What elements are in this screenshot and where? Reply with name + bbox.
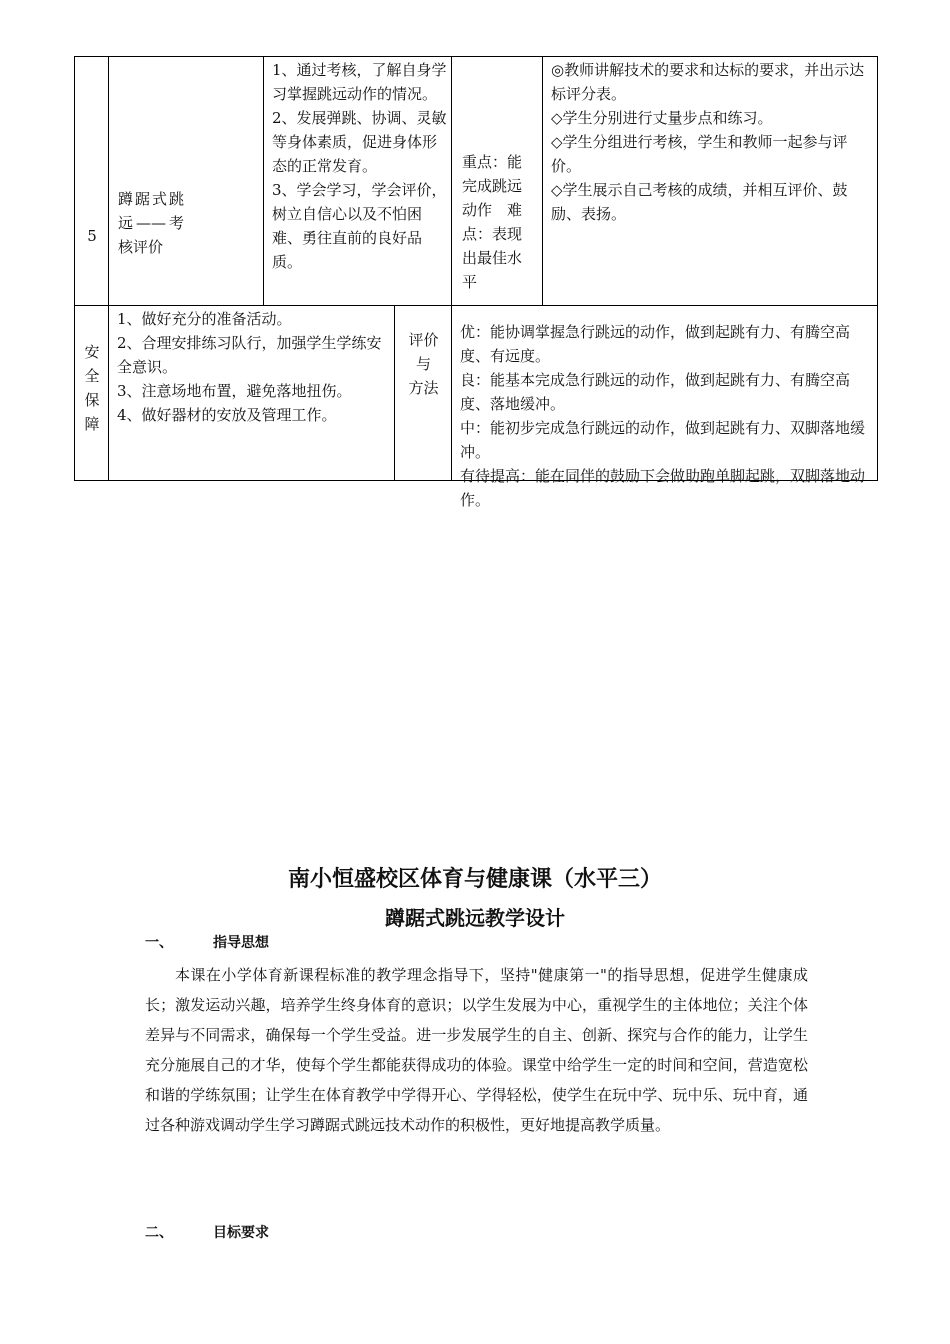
lesson-number: 5 — [87, 227, 97, 245]
section-heading-2 — [145, 1222, 269, 1242]
activity-item: ◎教师讲解技术的要求和达标的要求，并出示达标评分表。 — [551, 61, 865, 103]
safety-list — [117, 307, 393, 427]
safety-list-cell — [109, 306, 395, 480]
section-heading-1 — [145, 932, 269, 952]
lesson-goals-cell — [264, 57, 452, 305]
activity-item: ◇学生分别进行丈量步点和练习。 — [551, 109, 773, 127]
safety-item: 3、注意场地布置，避免落地扭伤。 — [117, 382, 352, 400]
section-title: 目标要求 — [213, 1225, 269, 1241]
safety-item: 4、做好器材的安放及管理工作。 — [117, 406, 337, 424]
activities — [551, 58, 871, 226]
safety-item: 1、做好充分的准备活动。 — [117, 310, 292, 328]
safety-label-char: 障 — [84, 415, 100, 433]
lesson-title: 蹲踞式跳远——考核评价 — [118, 190, 184, 256]
evaluation-label-part: 评价 — [408, 331, 439, 349]
evaluation-label — [395, 328, 452, 400]
section-number: 一、 — [145, 935, 173, 951]
evaluation-criteria — [460, 320, 875, 512]
safety-item: 2、合理安排练习队行，加强学生学练安全意识。 — [117, 334, 382, 376]
safety-label-char: 全 — [84, 367, 100, 385]
key-points: 重点：能完成跳远动作 难点：表现出最佳水平 — [462, 153, 523, 291]
evaluation-item: 良：能基本完成急行跳远的动作，做到起跳有力、有腾空高度、落地缓冲。 — [460, 371, 851, 413]
key-points-cell — [452, 57, 543, 305]
evaluation-label-part: 方法 — [408, 379, 439, 397]
safety-label-cell — [75, 306, 109, 480]
section-number: 二、 — [145, 1225, 173, 1241]
safety-label-char: 保 — [84, 391, 100, 409]
evaluation-label-cell — [395, 306, 452, 480]
lesson-title-cell — [109, 57, 264, 305]
section-title: 指导思想 — [213, 935, 269, 951]
evaluation-item: 有待提高：能在同伴的鼓励下会做助跑单脚起跳，双脚落地动作。 — [460, 467, 866, 509]
document-title: 南小恒盛校区体育与健康课（水平三） — [287, 867, 662, 892]
activity-item: ◇学生分组进行考核，学生和教师一起参与评价。 — [551, 133, 848, 175]
section-1-paragraph: 本课在小学体育新课程标准的教学理念指导下，坚持"健康第一"的指导思想，促进学生健康成长；激发运动兴趣，培养学生终身体育的意识；以学生发展为中心，重视学生的主体地位；关注个体差异与不同需求，确保每一个学生受益。进一步发展学生的自主、创新、探究与合作的能力，让学生充分施展自己的才华，使每个学生都能获得成功的体验。课堂中给学生一定的时间和空间，营造宽松和谐的学练氛围；让学生在体育教学中学得开心、学得轻松，使学生在玩中学、玩中乐、玩中育，通过各种游戏调动学生学习蹲踞式跳远技术动作的积极性，更好地提高教学质量。 — [145, 966, 808, 1134]
evaluation-label-part: 与 — [415, 355, 431, 373]
goal-item: 2、发展弹跳、协调、灵敏等身体素质，促进身体形态的正常发育。 — [272, 109, 447, 175]
lesson-number-cell — [75, 57, 109, 305]
evaluation-item: 优：能协调掌握急行跳远的动作，做到起跳有力、有腾空高度、有远度。 — [460, 323, 851, 365]
activity-item: ◇学生展示自己考核的成绩，并相互评价、鼓励、表扬。 — [551, 181, 848, 223]
safety-row-table — [74, 306, 878, 509]
activities-cell — [543, 57, 877, 305]
evaluation-item: 中：能初步完成急行跳远的动作，做到起跳有力、双脚落地缓冲。 — [460, 419, 866, 461]
goal-item: 3、学会学习，学会评价，树立自信心以及不怕困难、勇往直前的良好品质。 — [272, 181, 447, 271]
document-subtitle: 蹲踞式跳远教学设计 — [385, 906, 565, 930]
lesson-goals — [272, 58, 448, 274]
safety-label-char: 安 — [84, 343, 100, 361]
lesson-row-table — [74, 56, 878, 306]
goal-item: 1、通过考核，了解自身学习掌握跳远动作的情况。 — [272, 61, 447, 103]
evaluation-text-cell — [452, 306, 877, 509]
safety-label — [75, 340, 109, 436]
